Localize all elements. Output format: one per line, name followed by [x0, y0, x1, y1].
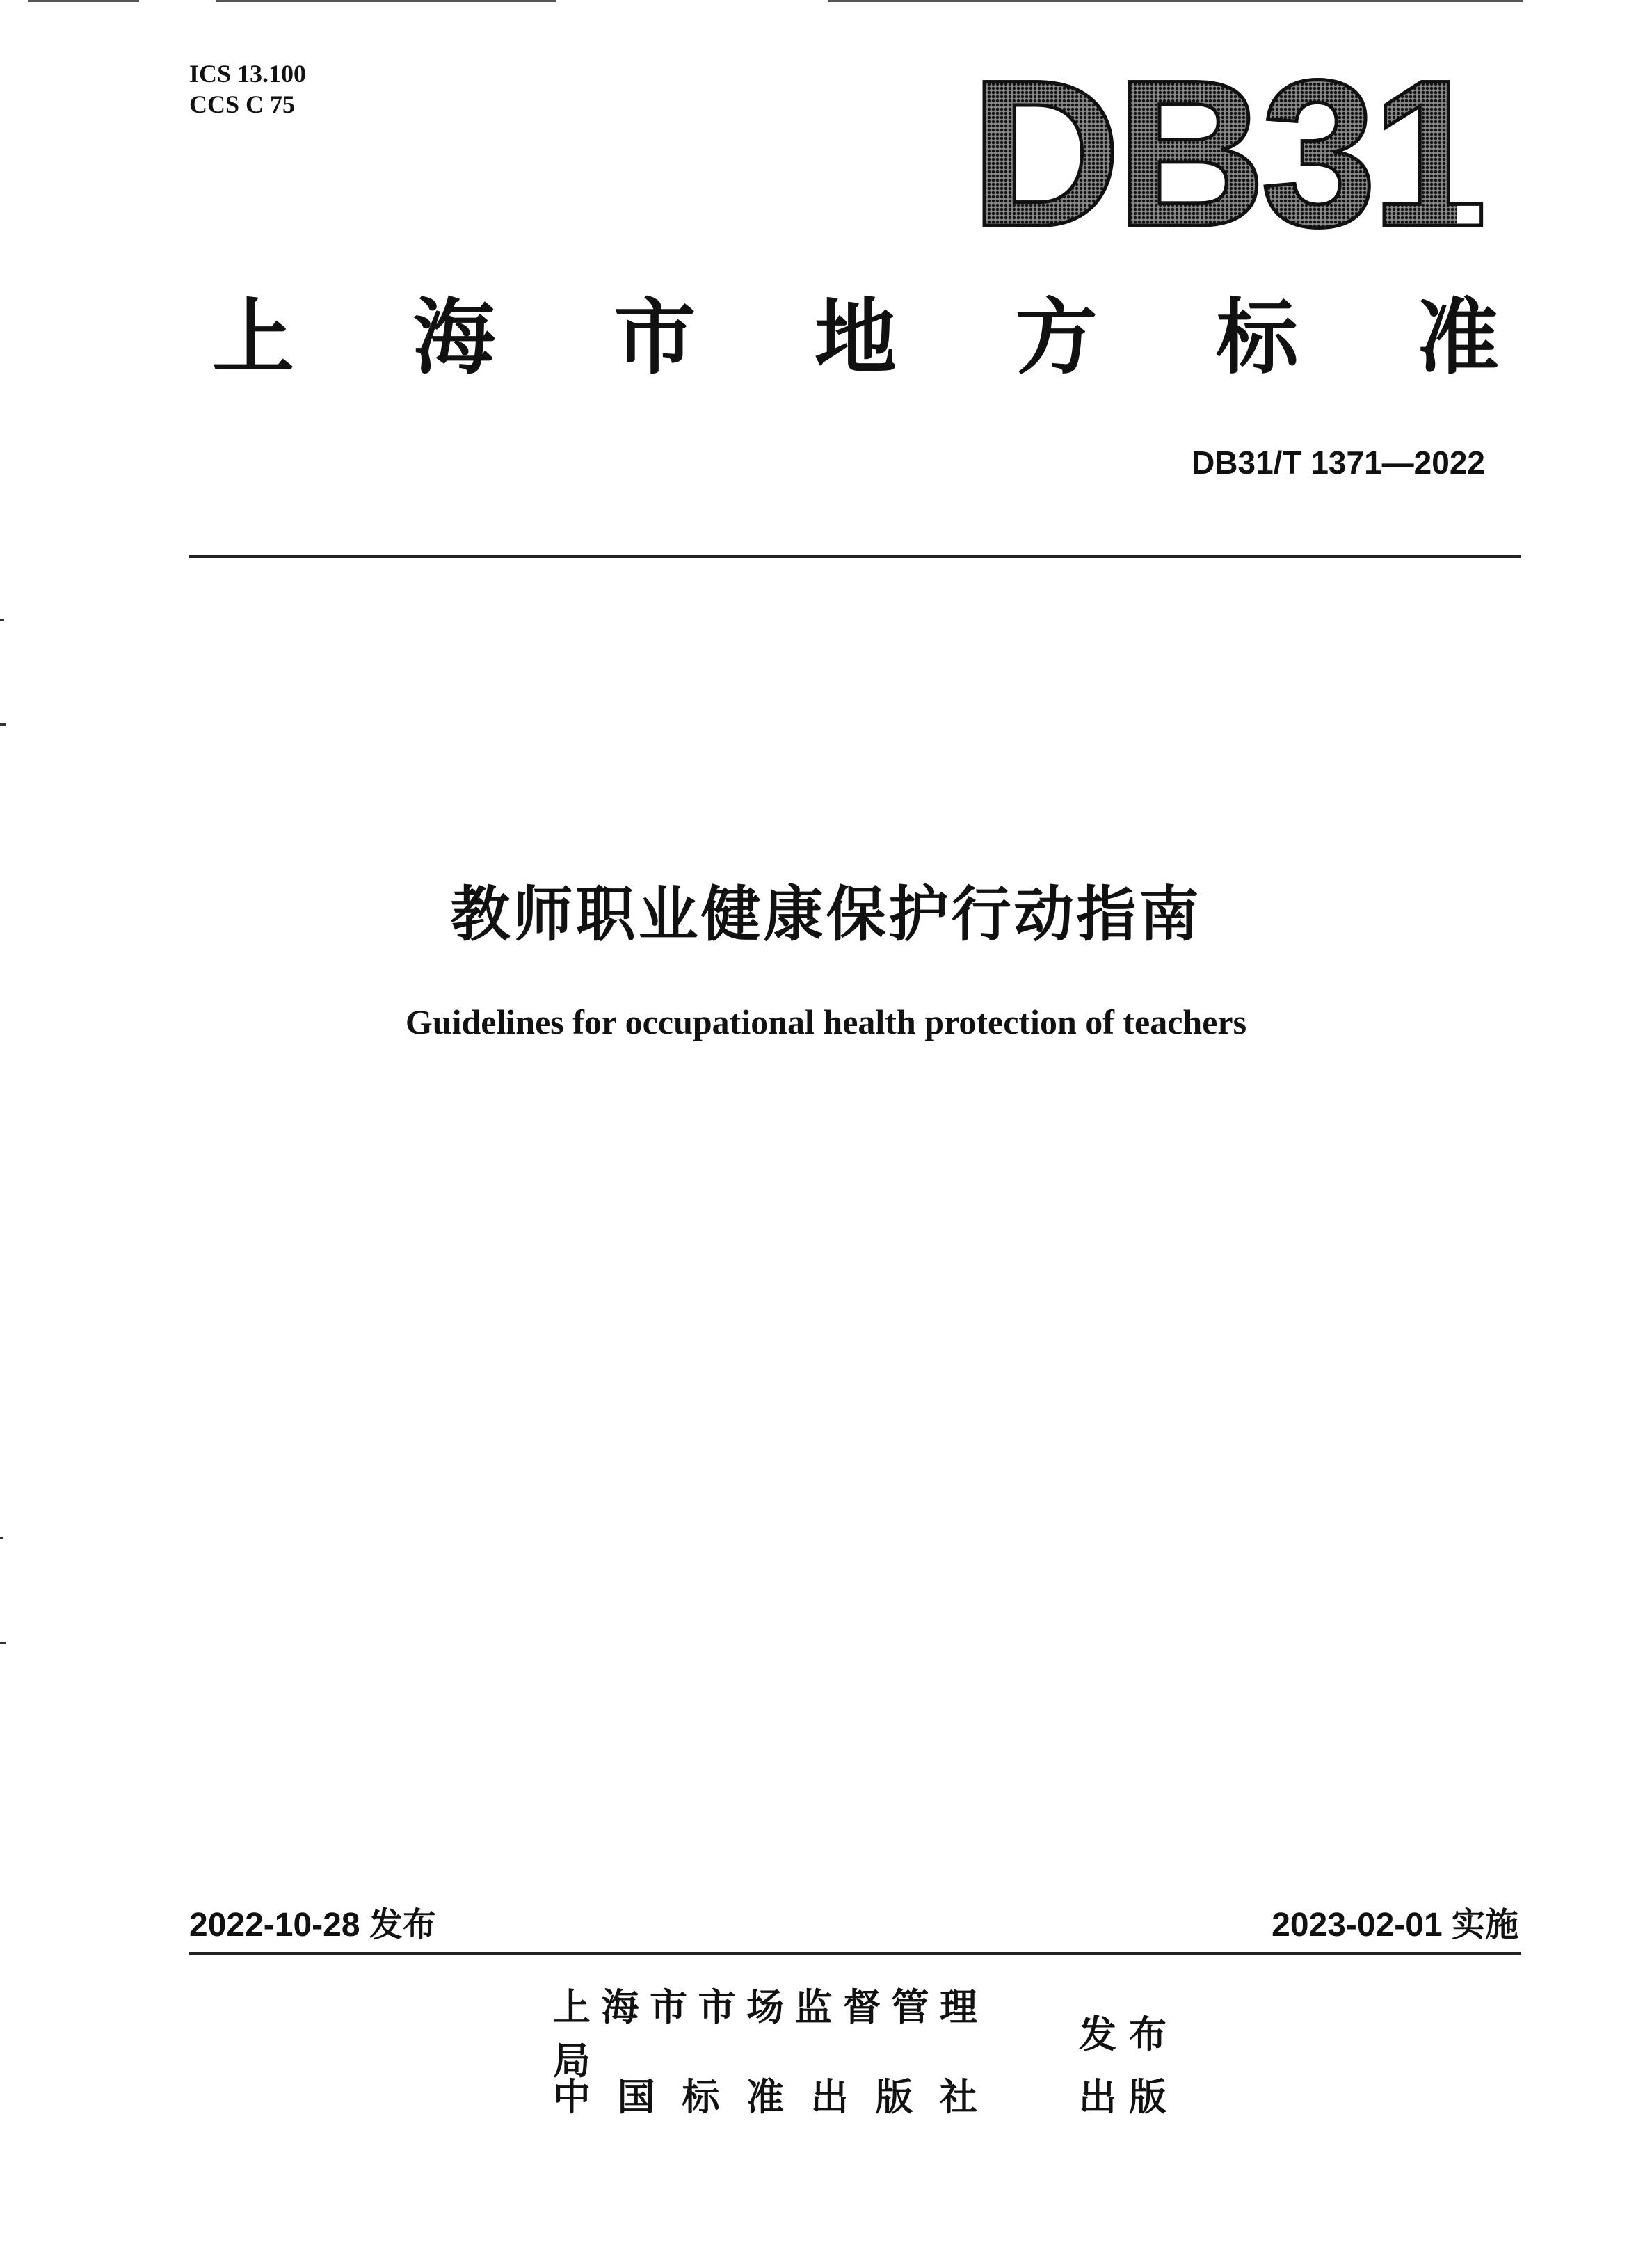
standard-type-char: 上: [212, 289, 295, 385]
publisher-role: 出版: [1079, 2074, 1179, 2119]
top-edge-mark: [828, 0, 1523, 2]
db31-logo: DB31: [970, 36, 1482, 270]
document-title-chinese: 教师职业健康保护行动指南: [450, 880, 1202, 950]
margin-mark: [0, 1642, 6, 1644]
document-title-english: Guidelines for occupational health protection of teachers: [405, 1002, 1247, 1041]
standard-type-char: 准: [1416, 289, 1499, 385]
ics-code: ICS 13.100: [189, 60, 307, 88]
margin-mark: [0, 619, 4, 621]
top-divider: [189, 555, 1521, 558]
standard-number: DB31/T 1371—2022: [1192, 445, 1485, 481]
publisher-row: [553, 2063, 1179, 2125]
effective-date: 2023-02-01 实施: [1272, 1907, 1518, 1944]
issue-date: 2022-10-28 发布: [189, 1907, 436, 1944]
ccs-code: CCS C 75: [189, 90, 296, 118]
standard-type-heading: [212, 285, 1499, 390]
publisher-org: 中国标准出版社: [553, 2074, 984, 2119]
standard-type-char: 方: [1015, 289, 1098, 385]
margin-mark: [0, 723, 6, 726]
top-edge-mark: [216, 0, 556, 2]
publisher-row: [553, 1985, 1179, 2083]
publisher-role: 发布: [1079, 2012, 1179, 2056]
standard-type-char: 标: [1216, 289, 1299, 385]
publisher-block: [553, 1985, 1179, 2125]
margin-mark: [0, 1537, 3, 1539]
standard-type-char: 市: [614, 289, 696, 385]
publisher-org: 上海市市场监督管理局: [553, 1985, 984, 2083]
standard-type-char: 海: [412, 289, 495, 385]
bottom-divider: [189, 1952, 1521, 1955]
classification-codes: [189, 58, 306, 120]
top-edge-mark: [28, 0, 139, 2]
standard-type-char: 地: [814, 289, 897, 385]
